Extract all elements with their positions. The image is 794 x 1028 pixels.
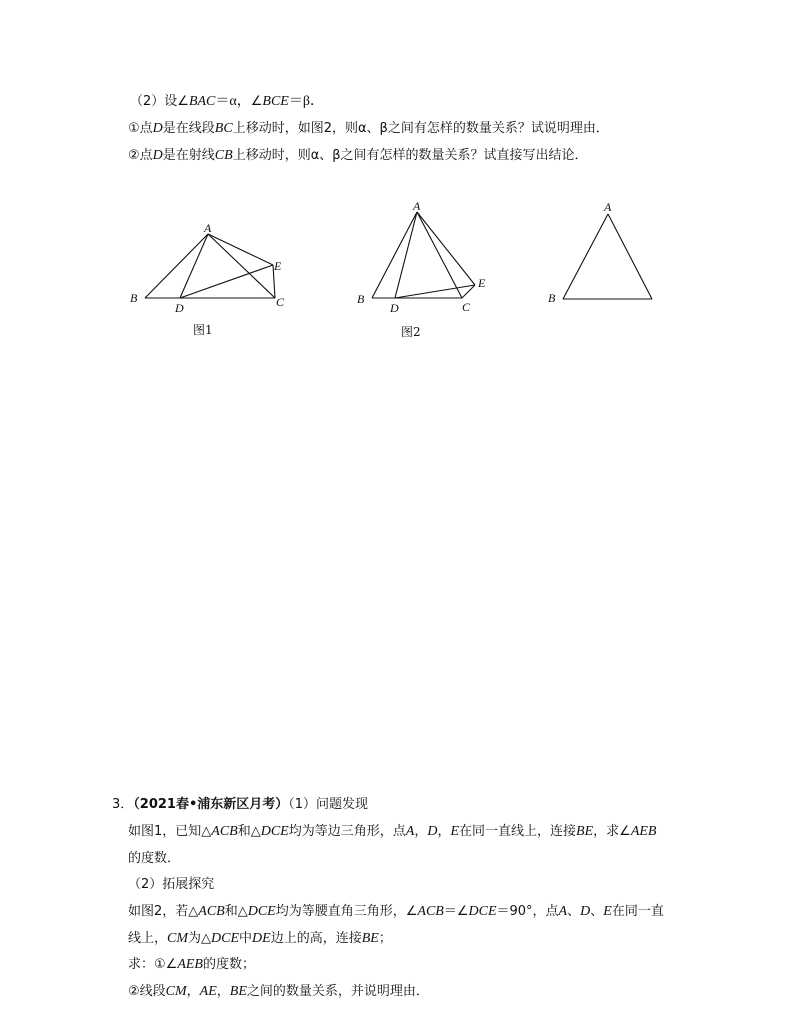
fig2-label-C: C [462, 300, 471, 314]
text: 均为等腰直角三角形，∠ [275, 904, 418, 919]
fig2-seg-AE [417, 212, 475, 285]
q3-p2-line2 [128, 930, 392, 948]
fig2-seg-AB [372, 212, 417, 298]
math-var: A [405, 824, 415, 839]
text: 和△ [224, 904, 248, 919]
math-var: BAC [188, 94, 216, 109]
fig3-label-B: B [548, 291, 556, 305]
text: ＝α， [215, 94, 251, 109]
math-var: E [603, 904, 612, 919]
fig2-label-B: B [357, 292, 365, 306]
text: 的度数； [202, 957, 255, 972]
math-var: D [427, 824, 438, 839]
text: 上移动时，则α、β之间有怎样的数量关系？试直接写出结论． [232, 148, 588, 163]
text: 求：①∠ [128, 957, 178, 972]
text: 、 [567, 904, 581, 919]
text: 是在线段 [162, 121, 215, 136]
fig1-label-D: D [175, 301, 184, 315]
text: （2）设 [130, 94, 178, 109]
math-var: ACB [198, 904, 225, 919]
fig1-seg-DE [180, 265, 273, 298]
fig3-seg-right [608, 214, 652, 299]
text: 如图2，若△ [128, 904, 199, 919]
text: ， [414, 824, 428, 839]
text: ②点 [128, 148, 153, 163]
fig1-caption: 图1 [193, 323, 213, 337]
text: 上移动时，如图2，则α、β之间有怎样的数量关系？试说明理由． [232, 121, 609, 136]
text: ， [437, 824, 451, 839]
math-var: DCE [211, 931, 240, 946]
text: 在同一直线上，连接 [459, 824, 577, 839]
math-var: A [558, 904, 568, 919]
math-var: DE [252, 931, 271, 946]
text: 是在射线 [162, 148, 215, 163]
fig3-label-A: A [604, 200, 612, 214]
math-var: CB [214, 148, 233, 163]
math-var: E [450, 824, 460, 839]
text: ， [216, 984, 230, 999]
text: ； [378, 931, 392, 946]
q3-header-line [112, 796, 368, 814]
math-var: D [580, 904, 591, 919]
text: ＝90°，点 [496, 904, 559, 919]
math-var: ACB [211, 824, 238, 839]
text: 之间的数量关系，并说明理由． [246, 984, 429, 999]
fig1-seg-AD [180, 234, 208, 298]
math-var: AEB [630, 824, 657, 839]
math-var: DCE [247, 904, 276, 919]
text: 如图1，已知△ [128, 824, 212, 839]
fig1-seg-AB [145, 234, 208, 298]
math-var: ACB [417, 904, 444, 919]
text: 和△ [237, 824, 261, 839]
fig1-label-A: A [204, 221, 212, 235]
q3-p2-line1 [128, 903, 664, 921]
math-var: BE [576, 824, 594, 839]
q3-ask2-line [128, 983, 429, 1001]
text: 中 [239, 931, 253, 946]
q3-p1-line2 [128, 850, 180, 868]
q3-p1-line [128, 823, 656, 841]
fig2-label-E: E [478, 276, 486, 290]
angle-symbol: ∠ [177, 94, 189, 109]
q3-part2-title [128, 876, 214, 894]
math-var: BC [214, 121, 233, 136]
fig2-seg-AD [395, 212, 417, 298]
fig1-label-B: B [130, 291, 138, 305]
fig2-label-D: D [390, 301, 399, 315]
fig2-label-A: A [413, 199, 421, 213]
text: ， [186, 984, 200, 999]
math-var: AE [199, 984, 217, 999]
fig2-seg-DE [395, 285, 475, 298]
fig1-label-C: C [276, 295, 285, 309]
question-source: （2021春•浦东新区月考） [133, 797, 289, 812]
q3-ask1-line [128, 956, 255, 974]
text: 在同一直 [611, 904, 664, 919]
text: 的度数． [128, 851, 181, 866]
text: ②线段 [128, 984, 166, 999]
text: 、 [590, 904, 604, 919]
fig1-seg-AE [208, 234, 273, 265]
math-var: CM [165, 984, 187, 999]
math-var: CM [167, 931, 189, 946]
math-var: BE [229, 984, 247, 999]
math-var: BE [361, 931, 379, 946]
math-var: DCE [468, 904, 497, 919]
text: ＝β． [288, 94, 324, 109]
question-number: 3． [112, 797, 134, 812]
part-title: （2）拓展探究 [128, 877, 215, 892]
text: 边上的高，连接 [270, 931, 362, 946]
math-var: D [152, 148, 163, 163]
text: 均为等边三角形，点 [288, 824, 406, 839]
fig3-seg-left [563, 214, 608, 299]
math-var: BCE [262, 94, 289, 109]
text: 为△ [188, 931, 212, 946]
fig1-label-E: E [274, 259, 282, 273]
text: ①点 [128, 121, 153, 136]
angle-symbol: ∠ [250, 94, 263, 109]
fig2-caption: 图2 [401, 325, 421, 339]
fig1-seg-AC [208, 234, 275, 298]
math-var: D [152, 121, 163, 136]
part-title: （1）问题发现 [288, 797, 369, 812]
text: 线上， [128, 931, 168, 946]
math-var: AEB [177, 957, 203, 972]
text: ，求∠ [593, 824, 631, 839]
text: ＝∠ [443, 904, 469, 919]
math-var: DCE [260, 824, 289, 839]
fig2-seg-AC [417, 212, 462, 298]
